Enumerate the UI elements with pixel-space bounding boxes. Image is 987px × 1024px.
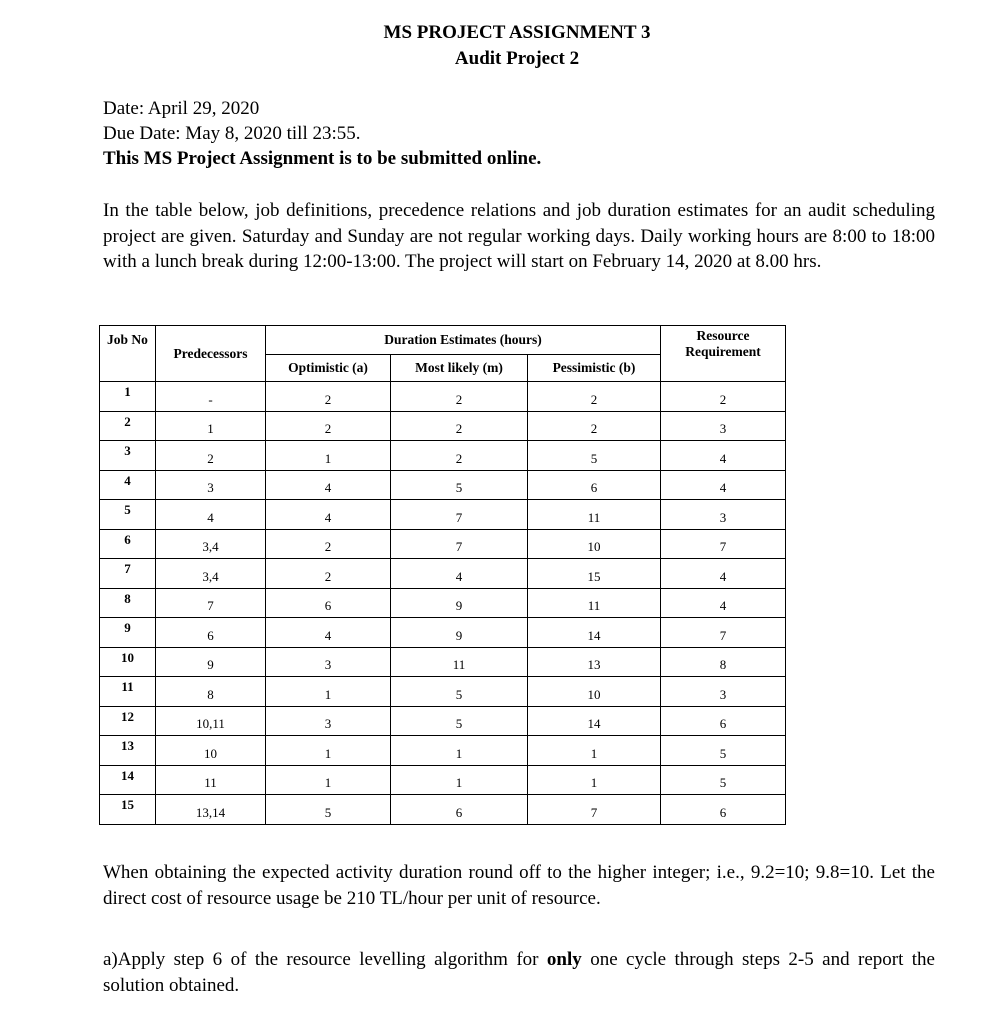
most-likely-cell: 6 [391, 795, 528, 825]
job-number-cell: 7 [100, 559, 156, 589]
most-likely-cell: 1 [391, 765, 528, 795]
table-row [100, 411, 786, 441]
predecessors-cell: 11 [156, 765, 266, 795]
optimistic-cell: 2 [266, 559, 391, 589]
predecessors-cell: 3,4 [156, 559, 266, 589]
table-row [100, 470, 786, 500]
job-number-cell: 13 [100, 736, 156, 766]
resource-cell: 6 [661, 795, 786, 825]
resource-cell: 8 [661, 647, 786, 677]
job-number-cell: 8 [100, 588, 156, 618]
resource-cell: 4 [661, 559, 786, 589]
optimistic-cell: 4 [266, 618, 391, 648]
table-row [100, 706, 786, 736]
optimistic-cell: 2 [266, 382, 391, 412]
resource-cell: 3 [661, 677, 786, 707]
pessimistic-cell: 7 [528, 795, 661, 825]
job-number-cell: 15 [100, 795, 156, 825]
job-number-cell: 3 [100, 441, 156, 471]
header-most-likely: Most likely (m) [391, 355, 528, 382]
resource-cell: 7 [661, 529, 786, 559]
table-row [100, 647, 786, 677]
resource-cell: 6 [661, 706, 786, 736]
most-likely-cell: 7 [391, 529, 528, 559]
resource-cell: 3 [661, 500, 786, 530]
pessimistic-cell: 2 [528, 411, 661, 441]
predecessors-cell: 13,14 [156, 795, 266, 825]
table-row [100, 559, 786, 589]
most-likely-cell: 7 [391, 500, 528, 530]
pessimistic-cell: 1 [528, 736, 661, 766]
pessimistic-cell: 1 [528, 765, 661, 795]
date-line: Date: April 29, 2020 [103, 98, 260, 119]
optimistic-cell: 5 [266, 795, 391, 825]
rounding-note: When obtaining the expected activity duration round off to the higher integer; i.e., 9.2=10; 9.8=10. Let the direct cost of resource usage be 210 TL/hour per unit of resource. [103, 862, 935, 909]
optimistic-cell: 1 [266, 677, 391, 707]
predecessors-cell: 2 [156, 441, 266, 471]
header-optimistic: Optimistic (a) [266, 355, 391, 382]
optimistic-cell: 4 [266, 470, 391, 500]
submission-note: This MS Project Assignment is to be submitted online. [103, 148, 542, 169]
most-likely-cell: 5 [391, 677, 528, 707]
question-a-prefix: a)Apply step 6 of the resource levelling algorithm for [103, 949, 547, 970]
resource-cell: 3 [661, 411, 786, 441]
predecessors-cell: 10,11 [156, 706, 266, 736]
resource-cell: 7 [661, 618, 786, 648]
table-row [100, 765, 786, 795]
table-row [100, 441, 786, 471]
resource-cell: 4 [661, 441, 786, 471]
job-number-cell: 4 [100, 470, 156, 500]
predecessors-cell: 9 [156, 647, 266, 677]
due-date-line: Due Date: May 8, 2020 till 23:55. [103, 123, 361, 144]
job-number-cell: 11 [100, 677, 156, 707]
predecessors-cell: 3 [156, 470, 266, 500]
job-number-cell: 10 [100, 647, 156, 677]
question-a-suffix: one cycle through steps 2-5 and report the solution obtained. [103, 949, 935, 996]
table-row [100, 736, 786, 766]
table-row [100, 588, 786, 618]
optimistic-cell: 1 [266, 736, 391, 766]
predecessors-cell: 10 [156, 736, 266, 766]
question-a-emphasis: only [546, 949, 582, 970]
optimistic-cell: 2 [266, 411, 391, 441]
header-job-no: Job No [100, 326, 156, 382]
resource-cell: 5 [661, 765, 786, 795]
header-resource-requirement: Resource Requirement [661, 326, 786, 382]
document-title: MS PROJECT ASSIGNMENT 3 [383, 22, 651, 43]
predecessors-cell: 1 [156, 411, 266, 441]
pessimistic-cell: 5 [528, 441, 661, 471]
predecessors-cell: 3,4 [156, 529, 266, 559]
table-row [100, 795, 786, 825]
most-likely-cell: 4 [391, 559, 528, 589]
optimistic-cell: 1 [266, 765, 391, 795]
resource-cell: 4 [661, 588, 786, 618]
header-pessimistic: Pessimistic (b) [528, 355, 661, 382]
job-number-cell: 5 [100, 500, 156, 530]
header-predecessors: Predecessors [156, 326, 266, 382]
pessimistic-cell: 11 [528, 588, 661, 618]
most-likely-cell: 5 [391, 706, 528, 736]
job-number-cell: 1 [100, 382, 156, 412]
job-number-cell: 12 [100, 706, 156, 736]
predecessors-cell: 8 [156, 677, 266, 707]
pessimistic-cell: 14 [528, 618, 661, 648]
job-number-cell: 6 [100, 529, 156, 559]
resource-cell: 4 [661, 470, 786, 500]
predecessors-cell: 6 [156, 618, 266, 648]
job-number-cell: 14 [100, 765, 156, 795]
optimistic-cell: 4 [266, 500, 391, 530]
resource-cell: 2 [661, 382, 786, 412]
most-likely-cell: 2 [391, 382, 528, 412]
resource-cell: 5 [661, 736, 786, 766]
job-number-cell: 9 [100, 618, 156, 648]
pessimistic-cell: 10 [528, 677, 661, 707]
optimistic-cell: 6 [266, 588, 391, 618]
intro-paragraph: In the table below, job definitions, precedence relations and job duration estimates for an audit scheduling project are given. Saturday and Sunday are not regular working days. Daily working hours are 8:00 to 18:00 with a lunch break during 12:00-13:00. The project will start on February 14, 2020 at 8.00 hrs. [103, 200, 935, 272]
predecessors-cell: - [156, 382, 266, 412]
pessimistic-cell: 15 [528, 559, 661, 589]
document-subtitle: Audit Project 2 [454, 48, 580, 69]
table-row [100, 618, 786, 648]
optimistic-cell: 3 [266, 647, 391, 677]
table-row [100, 500, 786, 530]
pessimistic-cell: 6 [528, 470, 661, 500]
job-number-cell: 2 [100, 411, 156, 441]
header-duration-estimates: Duration Estimates (hours) [266, 326, 661, 355]
pessimistic-cell: 11 [528, 500, 661, 530]
pessimistic-cell: 2 [528, 382, 661, 412]
optimistic-cell: 1 [266, 441, 391, 471]
most-likely-cell: 9 [391, 588, 528, 618]
optimistic-cell: 3 [266, 706, 391, 736]
most-likely-cell: 9 [391, 618, 528, 648]
predecessors-cell: 4 [156, 500, 266, 530]
predecessors-cell: 7 [156, 588, 266, 618]
question-a [103, 947, 935, 998]
pessimistic-cell: 13 [528, 647, 661, 677]
table-row [100, 529, 786, 559]
optimistic-cell: 2 [266, 529, 391, 559]
most-likely-cell: 2 [391, 441, 528, 471]
most-likely-cell: 5 [391, 470, 528, 500]
most-likely-cell: 1 [391, 736, 528, 766]
pessimistic-cell: 10 [528, 529, 661, 559]
table-row [100, 382, 786, 412]
pessimistic-cell: 14 [528, 706, 661, 736]
most-likely-cell: 11 [391, 647, 528, 677]
table-row [100, 677, 786, 707]
most-likely-cell: 2 [391, 411, 528, 441]
job-table [99, 325, 786, 825]
